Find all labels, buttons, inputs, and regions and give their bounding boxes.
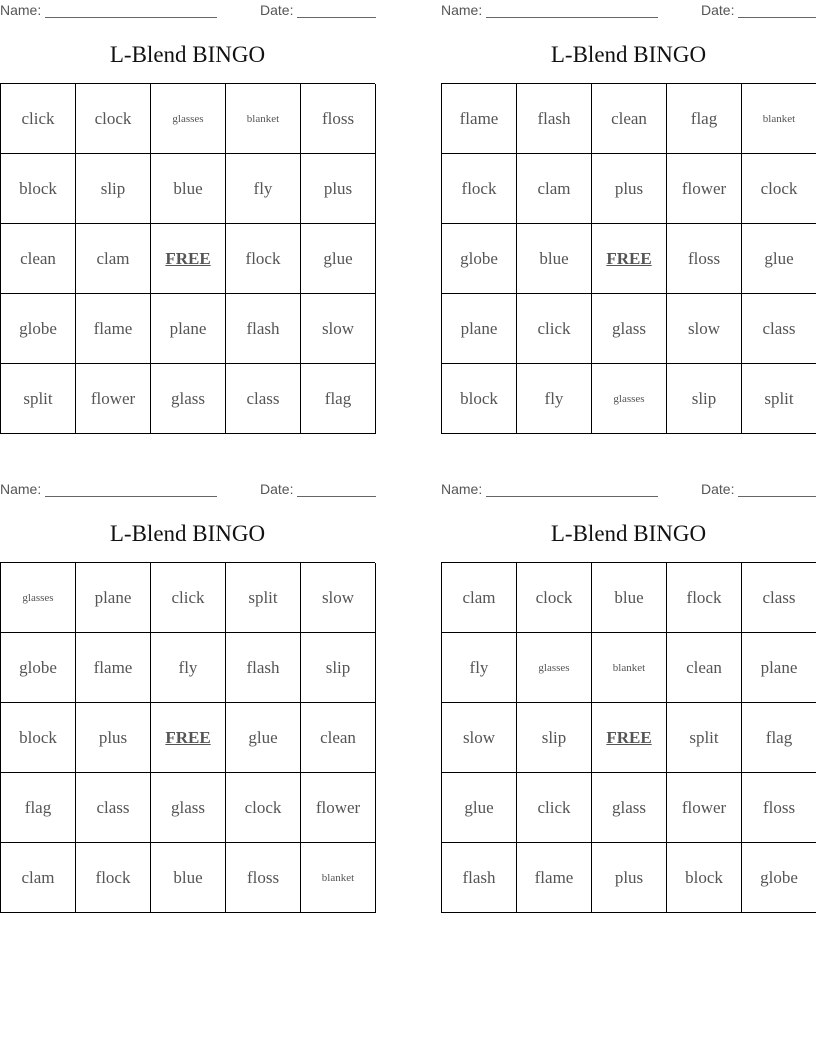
bingo-cell: floss	[301, 84, 376, 154]
bingo-cell: floss	[667, 224, 742, 294]
bingo-cell: blanket	[592, 633, 667, 703]
name-label: Name:	[0, 481, 42, 497]
bingo-cell: split	[226, 563, 301, 633]
bingo-cell: flame	[76, 633, 151, 703]
bingo-cell: flag	[742, 703, 816, 773]
date-label: Date:	[260, 481, 294, 497]
bingo-cell: block	[442, 364, 517, 434]
bingo-cell: flower	[667, 154, 742, 224]
card-title: L-Blend BINGO	[109, 521, 266, 546]
bingo-cell: flash	[226, 294, 301, 364]
bingo-cell: clock	[742, 154, 816, 224]
bingo-cell: class	[742, 563, 816, 633]
free-space: FREE	[592, 224, 667, 294]
bingo-cell: flower	[667, 773, 742, 843]
bingo-cell: blanket	[226, 84, 301, 154]
bingo-cell: glue	[742, 224, 816, 294]
bingo-cell: flock	[226, 224, 301, 294]
bingo-cell: clam	[76, 224, 151, 294]
bingo-cell: clean	[592, 84, 667, 154]
bingo-cell: slow	[301, 294, 376, 364]
bingo-cell: blue	[151, 843, 226, 913]
bingo-cell: click	[151, 563, 226, 633]
date-blank-line	[738, 481, 816, 497]
bingo-cell: flock	[442, 154, 517, 224]
bingo-cell: click	[517, 773, 592, 843]
bingo-cell: blanket	[742, 84, 816, 154]
name-label: Name:	[441, 481, 483, 497]
bingo-cell: slip	[76, 154, 151, 224]
bingo-grid	[441, 83, 816, 434]
free-space: FREE	[592, 703, 667, 773]
bingo-cell: flock	[76, 843, 151, 913]
bingo-cell: glue	[442, 773, 517, 843]
name-blank-line	[45, 481, 217, 497]
bingo-cell: plane	[76, 563, 151, 633]
name-label: Name:	[441, 2, 483, 18]
bingo-cell: plus	[76, 703, 151, 773]
bingo-cell: flame	[517, 843, 592, 913]
bingo-cell: clock	[76, 84, 151, 154]
bingo-card-4	[441, 479, 816, 913]
name-date-row	[441, 479, 816, 501]
card-title: L-Blend BINGO	[109, 42, 266, 67]
bingo-cell: globe	[1, 633, 76, 703]
date-label: Date:	[260, 2, 294, 18]
bingo-cell: slow	[301, 563, 376, 633]
bingo-cell: class	[226, 364, 301, 434]
bingo-grid	[441, 562, 816, 913]
bingo-cell: fly	[226, 154, 301, 224]
bingo-cell: split	[667, 703, 742, 773]
bingo-card-2	[441, 0, 816, 434]
bingo-cell: glass	[592, 773, 667, 843]
bingo-cell: floss	[742, 773, 816, 843]
name-date-row	[441, 0, 816, 22]
bingo-cell: blue	[517, 224, 592, 294]
bingo-cell: glasses	[517, 633, 592, 703]
bingo-cell: blue	[592, 563, 667, 633]
bingo-cell: fly	[517, 364, 592, 434]
bingo-cell: flower	[76, 364, 151, 434]
bingo-cell: flag	[1, 773, 76, 843]
bingo-cell: glass	[592, 294, 667, 364]
bingo-cell: clock	[517, 563, 592, 633]
date-label: Date:	[701, 2, 735, 18]
bingo-card-1	[0, 0, 375, 434]
bingo-cell: glass	[151, 773, 226, 843]
card-title: L-Blend BINGO	[550, 521, 707, 546]
bingo-cell: block	[1, 154, 76, 224]
bingo-cell: plus	[592, 843, 667, 913]
date-blank-line	[297, 481, 376, 497]
bingo-cell: glass	[151, 364, 226, 434]
bingo-cell: fly	[151, 633, 226, 703]
free-space: FREE	[151, 703, 226, 773]
bingo-cell: plane	[151, 294, 226, 364]
bingo-cell: slow	[442, 703, 517, 773]
bingo-cell: clean	[1, 224, 76, 294]
name-label: Name:	[0, 2, 42, 18]
bingo-cell: blanket	[301, 843, 376, 913]
name-blank-line	[45, 2, 217, 18]
bingo-grid	[0, 83, 375, 434]
bingo-cell: slip	[301, 633, 376, 703]
free-space: FREE	[151, 224, 226, 294]
bingo-cell: plane	[742, 633, 816, 703]
bingo-cell: clean	[301, 703, 376, 773]
bingo-cell: click	[517, 294, 592, 364]
bingo-cell: flame	[76, 294, 151, 364]
name-blank-line	[486, 2, 658, 18]
date-blank-line	[738, 2, 816, 18]
bingo-cell: slip	[517, 703, 592, 773]
bingo-cell: plus	[592, 154, 667, 224]
card-title: L-Blend BINGO	[550, 42, 707, 67]
bingo-cell: block	[1, 703, 76, 773]
bingo-cell: flower	[301, 773, 376, 843]
date-label: Date:	[701, 481, 735, 497]
bingo-cell: floss	[226, 843, 301, 913]
bingo-cell: clam	[1, 843, 76, 913]
bingo-cell: clean	[667, 633, 742, 703]
bingo-cell: split	[742, 364, 816, 434]
bingo-cell: plus	[301, 154, 376, 224]
bingo-cell: slip	[667, 364, 742, 434]
bingo-cell: click	[1, 84, 76, 154]
bingo-cell: flash	[226, 633, 301, 703]
bingo-cell: flash	[517, 84, 592, 154]
bingo-cell: clam	[517, 154, 592, 224]
bingo-cell: split	[1, 364, 76, 434]
name-date-row	[0, 0, 375, 22]
bingo-card-3	[0, 479, 375, 913]
bingo-cell: flag	[301, 364, 376, 434]
name-blank-line	[486, 481, 658, 497]
bingo-cell: fly	[442, 633, 517, 703]
bingo-cell: clock	[226, 773, 301, 843]
bingo-cell: class	[742, 294, 816, 364]
bingo-cell: plane	[442, 294, 517, 364]
bingo-cell: flag	[667, 84, 742, 154]
bingo-cell: glasses	[592, 364, 667, 434]
bingo-cell: class	[76, 773, 151, 843]
bingo-cell: glue	[301, 224, 376, 294]
name-date-row	[0, 479, 375, 501]
bingo-cell: glasses	[1, 563, 76, 633]
bingo-cell: flash	[442, 843, 517, 913]
bingo-cell: glue	[226, 703, 301, 773]
bingo-cell: flame	[442, 84, 517, 154]
bingo-cell: globe	[442, 224, 517, 294]
bingo-cell: globe	[742, 843, 816, 913]
bingo-cell: glasses	[151, 84, 226, 154]
bingo-grid	[0, 562, 375, 913]
bingo-cell: blue	[151, 154, 226, 224]
bingo-cell: flock	[667, 563, 742, 633]
bingo-cell: globe	[1, 294, 76, 364]
date-blank-line	[297, 2, 376, 18]
bingo-cell: block	[667, 843, 742, 913]
bingo-cell: clam	[442, 563, 517, 633]
bingo-cell: slow	[667, 294, 742, 364]
